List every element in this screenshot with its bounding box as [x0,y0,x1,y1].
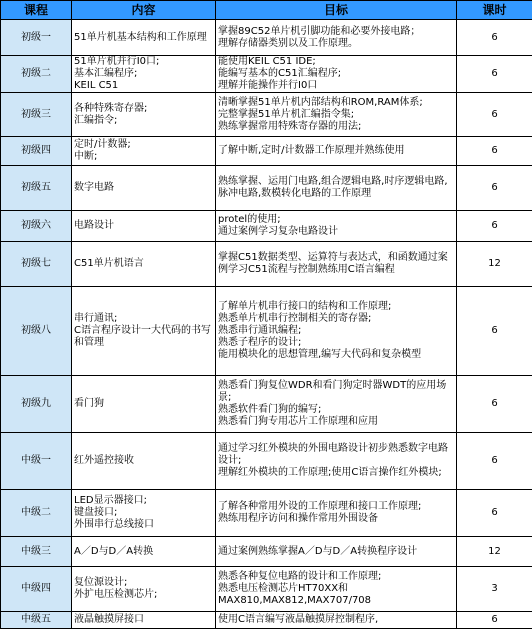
row-hours: 6 [457,287,532,376]
row-content: 各种特殊寄存器; 汇编指令; [72,93,216,137]
row-content: 红外遥控接收 [72,433,216,490]
header-content: 内容 [72,1,216,20]
table-row [1,433,532,490]
row-content: C51单片机语言 [72,242,216,287]
row-hours: 6 [457,376,532,433]
row-hours: 12 [457,537,532,567]
row-hours: 6 [457,137,532,166]
table-row [1,211,532,242]
row-content: 数字电路 [72,166,216,211]
row-goal: 使用C语言编写液晶触摸屏控制程序, [216,612,457,629]
table-row [1,612,532,629]
row-level: 中级一 [1,433,72,490]
header-level: 课程 [1,1,72,20]
row-content: 电路设计 [72,211,216,242]
row-level: 初级三 [1,93,72,137]
row-content: 液晶触摸屏接口 [72,612,216,629]
row-level: 初级四 [1,137,72,166]
row-level: 初级六 [1,211,72,242]
row-level: 初级二 [1,56,72,93]
row-hours: 6 [457,166,532,211]
row-goal: 熟练掌握、运用门电路,组合逻辑电路,时序逻辑电路,脉冲电路,数模转化电路的工作原理 [216,166,457,211]
row-content: 51单片机基本结构和工作原理 [72,20,216,56]
row-goal: 能使用KEIL C51 IDE; 能编写基本的C51汇编程序; 理解并能操作并行I0口 [216,56,457,93]
table-body [1,20,532,629]
header-goal: 目标 [216,1,457,20]
row-goal: 通过案例熟练掌握A／D与D／A转换程序设计 [216,537,457,567]
row-level: 中级五 [1,612,72,629]
table-row [1,166,532,211]
table-row [1,490,532,537]
row-hours: 6 [457,433,532,490]
row-goal: 了解单片机串行接口的结构和工作原理; 熟悉单片机串行控制相关的寄存器; 熟悉串行通讯编程; 熟悉子程序的设计; 能用模块化的思想管理,编写大代码和复杂模型 [216,287,457,376]
row-hours: 6 [457,93,532,137]
row-hours: 6 [457,490,532,537]
row-content: 定时/计数器; 中断; [72,137,216,166]
table-row [1,567,532,612]
table-row [1,93,532,137]
row-goal: 通过学习红外模块的外围电路设计初步熟悉数字电路设计; 理解红外模块的工作原理;使用C语言操作红外模块; [216,433,457,490]
row-hours: 6 [457,20,532,56]
row-level: 初级五 [1,166,72,211]
header-hours: 课时 [457,1,532,20]
row-hours: 3 [457,567,532,612]
header-row [1,1,532,20]
row-hours: 12 [457,242,532,287]
row-level: 初级八 [1,287,72,376]
row-goal: 熟悉看门狗复位WDR和看门狗定时器WDT的应用场景; 熟悉软件看门狗的编写; 熟悉看门狗专用芯片工作原理和应用 [216,376,457,433]
row-goal: protel的使用; 通过案例学习复杂电路设计 [216,211,457,242]
row-level: 初级九 [1,376,72,433]
table-header [1,1,532,20]
table-row [1,376,532,433]
table-row [1,242,532,287]
row-goal: 熟悉各种复位电路的设计和工作原理; 熟悉电压检测芯片HT70XX和 MAX810,MAX812,MAX707/708 [216,567,457,612]
row-goal: 清晰掌握51单片机内部结构和ROM,RAM体系; 完整掌握51单片机汇编指令集; 熟练掌握常用特殊寄存器的用法; [216,93,457,137]
row-content: A／D与D／A转换 [72,537,216,567]
row-level: 中级三 [1,537,72,567]
row-goal: 掌握C51数据类型、运算符与表达式，和函数通过案例学习C51流程与控制熟练用C语言编程 [216,242,457,287]
row-goal: 了解各种常用外设的工作原理和接口工作原理; 熟练用程序访问和操作常用外围设备 [216,490,457,537]
row-level: 初级一 [1,20,72,56]
row-level: 初级七 [1,242,72,287]
table-row [1,137,532,166]
row-content: LED显示器接口; 键盘接口; 外围串行总线接口 [72,490,216,537]
row-content: 串行通讯; C语言程序设计一大代码的书写和管理 [72,287,216,376]
table-row [1,537,532,567]
table-row [1,20,532,56]
row-content: 看门狗 [72,376,216,433]
row-level: 中级二 [1,490,72,537]
row-level: 中级四 [1,567,72,612]
row-hours: 6 [457,56,532,93]
table-row [1,56,532,93]
row-content: 51单片机并行I0口; 基本汇编程序; KEIL C51 [72,56,216,93]
row-hours: 6 [457,211,532,242]
row-hours: 6 [457,612,532,629]
row-goal: 掌握89C52单片机引脚功能和必要外接电路； 理解存储器类别以及工作原理。 [216,20,457,56]
row-goal: 了解中断,定时/计数器工作原理并熟练使用 [216,137,457,166]
row-content: 复位源设计; 外扩电压检测芯片; [72,567,216,612]
table-row [1,287,532,376]
